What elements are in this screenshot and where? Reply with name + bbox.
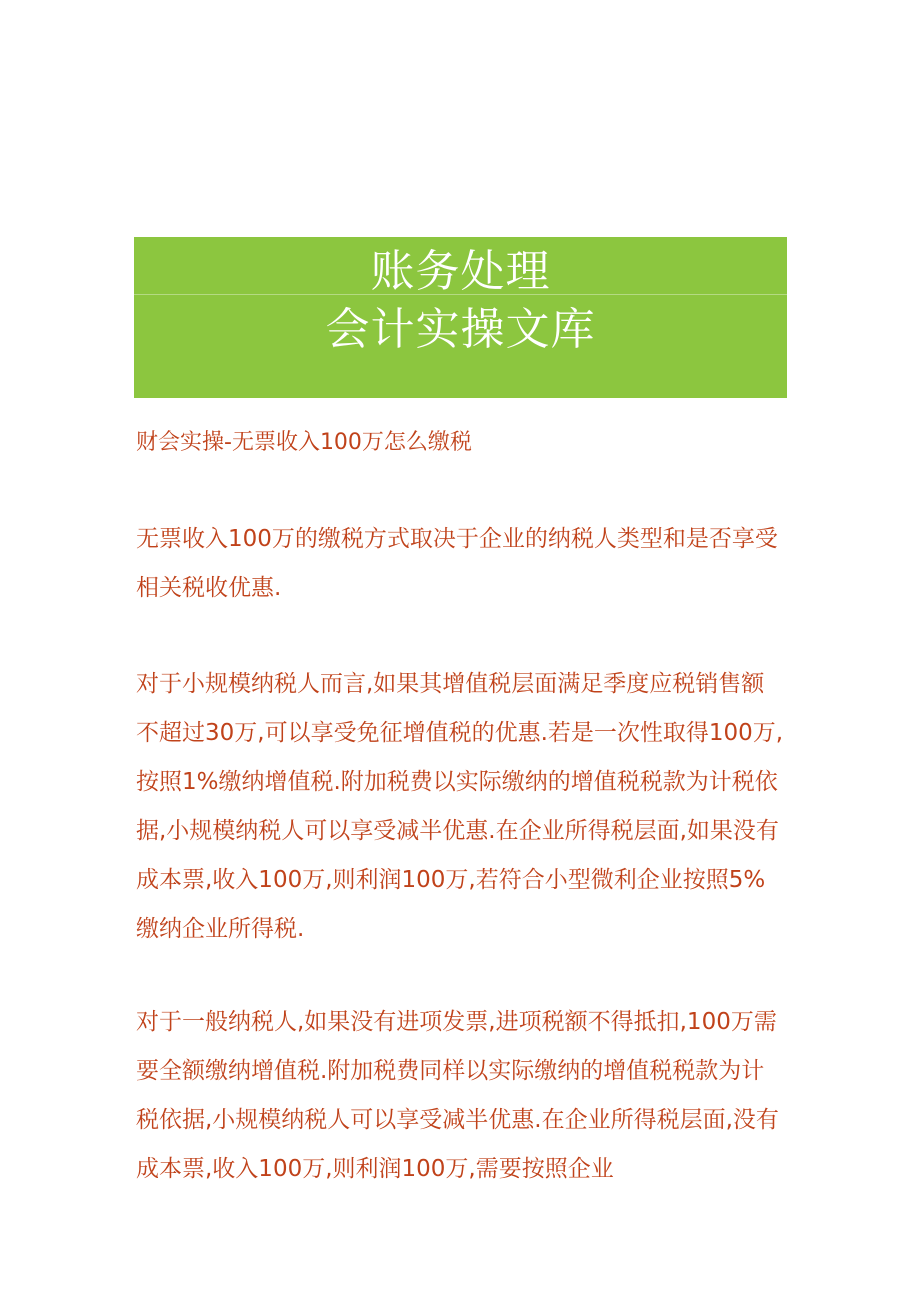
header-banner: [134, 237, 787, 398]
paragraph-small-scale-taxpayer: 对于小规模纳税人而言,如果其增值税层面满足季度应税销售额不超过30万,可以享受免征增值税的优惠.若是一次性取得100万,按照1%缴纳增值税.附加税费以实际缴纳的增值税税款为计税依据,小规模纳税人可以享受减半优惠.在企业所得税层面,如果没有成本票,收入100万,则利润100万,若符合小型微利企业按照5%缴纳企业所得税.: [136, 671, 784, 942]
paragraph-general-taxpayer: 对于一般纳税人,如果没有进项发票,进项税额不得抵扣,100万需要全额缴纳增值税.附加税费同样以实际缴纳的增值税税款为计税依据,小规模纳税人可以享受减半优惠.在企业所得税层面,没有成本票,收入100万,则利润100万,需要按照企业: [136, 1009, 779, 1182]
paragraph-intro: 无票收入100万的缴税方式取决于企业的纳税人类型和是否享受相关税收优惠.: [136, 526, 778, 601]
banner-title-line-2: 会计实操文库: [325, 304, 596, 355]
banner-title-line-1: 账务处理: [370, 246, 551, 297]
document-title: 财会实操-无票收入100万怎么缴税: [136, 430, 472, 455]
